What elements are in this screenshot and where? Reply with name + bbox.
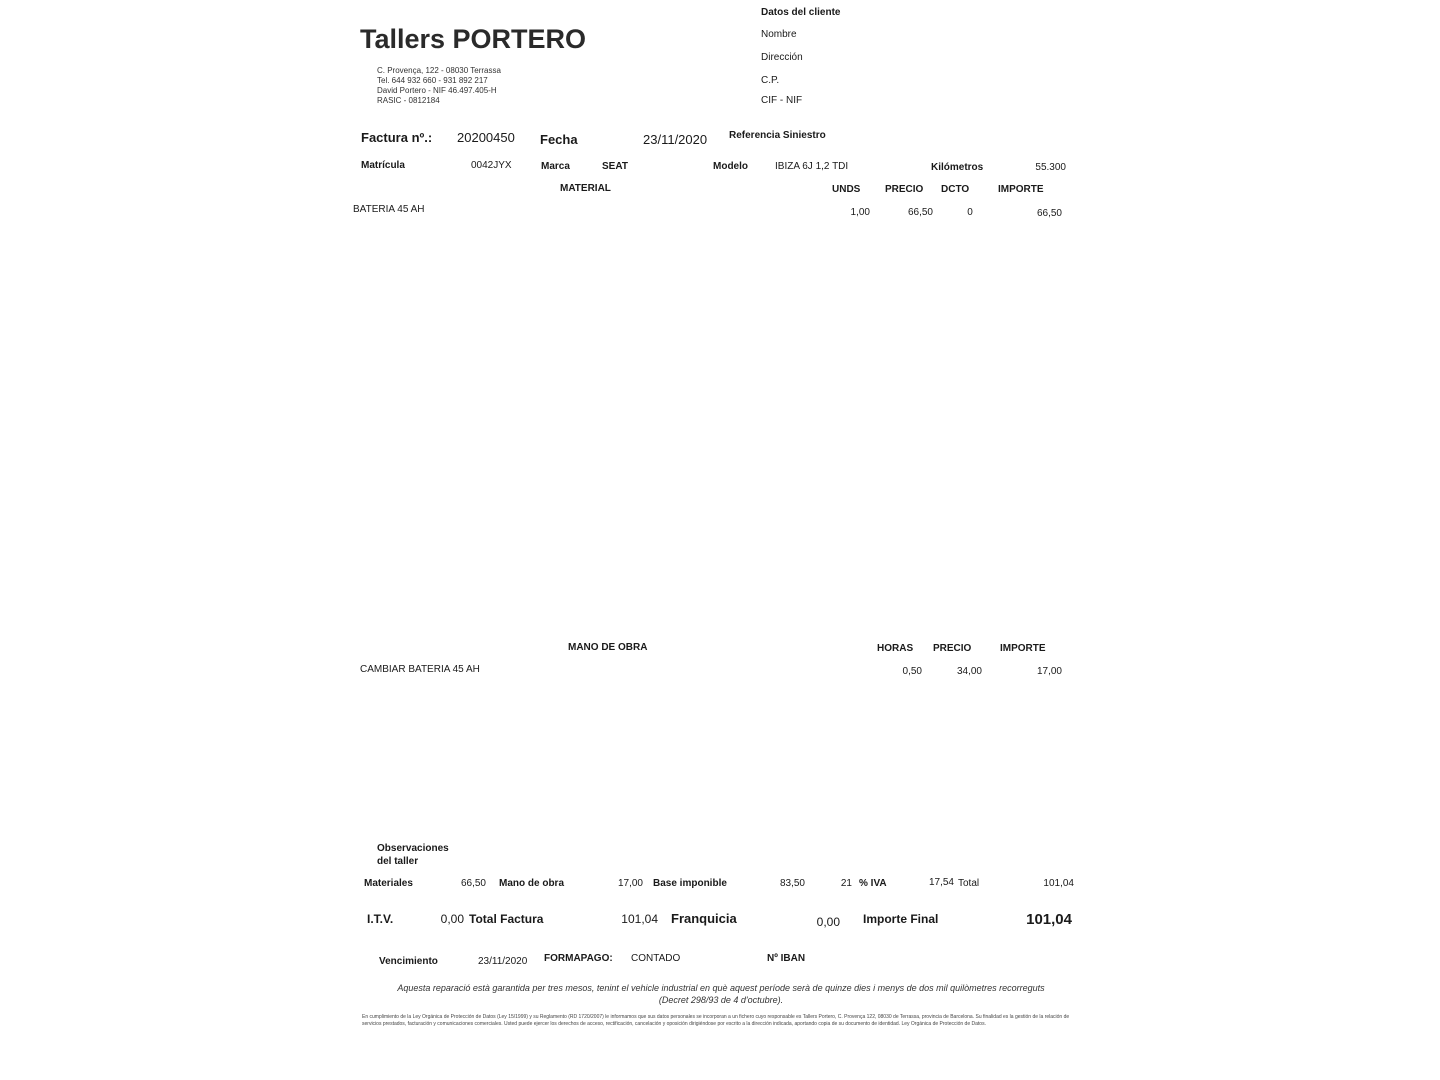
client-name-label: Nombre <box>761 29 797 40</box>
vat-amount: 17,54 <box>928 877 954 888</box>
payment-method-label: FORMAPAGO: <box>544 953 613 964</box>
invoice-total-label: Total Factura <box>469 912 544 926</box>
total-label: Total <box>958 878 980 889</box>
legal-notice: En cumplimiento de la Ley Orgánica de Protección de Datos (Ley 15/1999) y su Reglamento (RD 1720/2007) le informamos que sus datos personales se incorporan a un fichero cuyo responsable es Tallers Portero, C. Provença 122, 08030 de Terrassa, provincia de Barcelona. Su finalidad es la gestión de la relación de servicios prestados, facturación y comunicaciones comerciales. Usted puede ejercer los derechos de acceso, rectificación, cancelación y oposición dirigiéndose por escrito a la dirección indicada, aportando copia de su documento de identidad. Ley Orgánica de Protección de Datos. <box>362 1014 1070 1027</box>
franchise-label: Franquicia <box>671 911 737 926</box>
company-address-line: RASIC - 0812184 <box>377 96 440 105</box>
material-header-amount: IMPORTE <box>998 184 1044 195</box>
franchise: 0,00 <box>816 915 840 929</box>
labor-total: 17,00 <box>617 878 643 889</box>
material-row-discount: 0 <box>967 207 973 218</box>
labor-row-price: 34,00 <box>956 666 982 677</box>
invoice-date: 23/11/2020 <box>643 132 708 147</box>
material-row-desc: BATERIA 45 AH <box>353 204 425 215</box>
payment-method: CONTADO <box>631 953 681 964</box>
labor-row-desc: CAMBIAR BATERIA 45 AH <box>360 664 480 675</box>
itv-label: I.T.V. <box>367 912 394 926</box>
observations-label-line: del taller <box>377 856 419 867</box>
due-label: Vencimiento <box>379 956 438 967</box>
labor-row-hours: 0,50 <box>902 666 922 677</box>
material-header-desc: MATERIAL <box>560 183 611 194</box>
material-row-price: 66,50 <box>907 207 933 218</box>
material-header-discount: DCTO <box>941 184 970 195</box>
model: IBIZA 6J 1,2 TDI <box>775 161 849 172</box>
client-cif-label: CIF - NIF <box>761 95 803 106</box>
vat-rate: 21 <box>840 878 852 889</box>
material-header-price: PRECIO <box>885 184 924 195</box>
client-heading: Datos del cliente <box>761 7 841 18</box>
tax-base: 83,50 <box>779 878 805 889</box>
materials-total: 66,50 <box>460 878 486 889</box>
vat-label: % IVA <box>859 878 887 889</box>
labor-total-label: Mano de obra <box>499 878 565 889</box>
client-cp-label: C.P. <box>761 75 780 86</box>
invoice-date-label: Fecha <box>540 132 578 147</box>
company-address-line: C. Provença, 122 - 08030 Terrassa <box>377 66 501 75</box>
client-address-label: Dirección <box>761 52 803 63</box>
itv: 0,00 <box>440 912 464 926</box>
labor-header-amount: IMPORTE <box>1000 643 1046 654</box>
plate: 0042JYX <box>471 160 512 171</box>
brand: SEAT <box>602 161 628 172</box>
invoice-number: 20200450 <box>457 130 515 145</box>
labor-header-desc: MANO DE OBRA <box>568 642 648 653</box>
material-row-units: 1,00 <box>850 207 870 218</box>
invoice-number-label: Factura nº.: <box>361 130 433 145</box>
tax-base-label: Base imponible <box>653 878 727 889</box>
invoice-total: 101,04 <box>621 912 658 926</box>
warranty-note: Aquesta reparació està garantida per tres mesos, tenint el vehicle industrial en què aquest període serà de quinze dies i menys de dos mil quilòmetres recorreguts (Decret 298/93 de 4 d'octubre). <box>397 983 1045 1005</box>
company-address-line: Tel. 644 932 660 - 931 892 217 <box>377 76 488 85</box>
iban-label: Nº IBAN <box>767 953 806 964</box>
labor-row-amount: 17,00 <box>1036 666 1062 677</box>
final-amount: 101,04 <box>1026 911 1072 928</box>
company-address <box>377 66 501 106</box>
material-header-units: UNDS <box>832 184 861 195</box>
claim-ref-label: Referencia Siniestro <box>729 130 826 141</box>
company-address-line: David Portero - NIF 46.497.405-H <box>377 86 497 95</box>
company-name: Tallers PORTERO <box>360 24 587 54</box>
final-amount-label: Importe Final <box>863 912 939 926</box>
km-label: Kilómetros <box>931 162 984 173</box>
materials-total-label: Materiales <box>364 878 413 889</box>
model-label: Modelo <box>713 161 748 172</box>
labor-header-price: PRECIO <box>933 643 972 654</box>
observations-label <box>377 842 449 868</box>
total: 101,04 <box>1043 878 1074 889</box>
due-date: 23/11/2020 <box>478 956 528 967</box>
material-row-amount: 66,50 <box>1036 208 1062 219</box>
labor-header-hours: HORAS <box>877 643 914 654</box>
brand-label: Marca <box>541 161 570 172</box>
plate-label: Matrícula <box>361 160 405 171</box>
observations-label-line: Observaciones <box>377 843 449 854</box>
km: 55.300 <box>1035 162 1066 173</box>
